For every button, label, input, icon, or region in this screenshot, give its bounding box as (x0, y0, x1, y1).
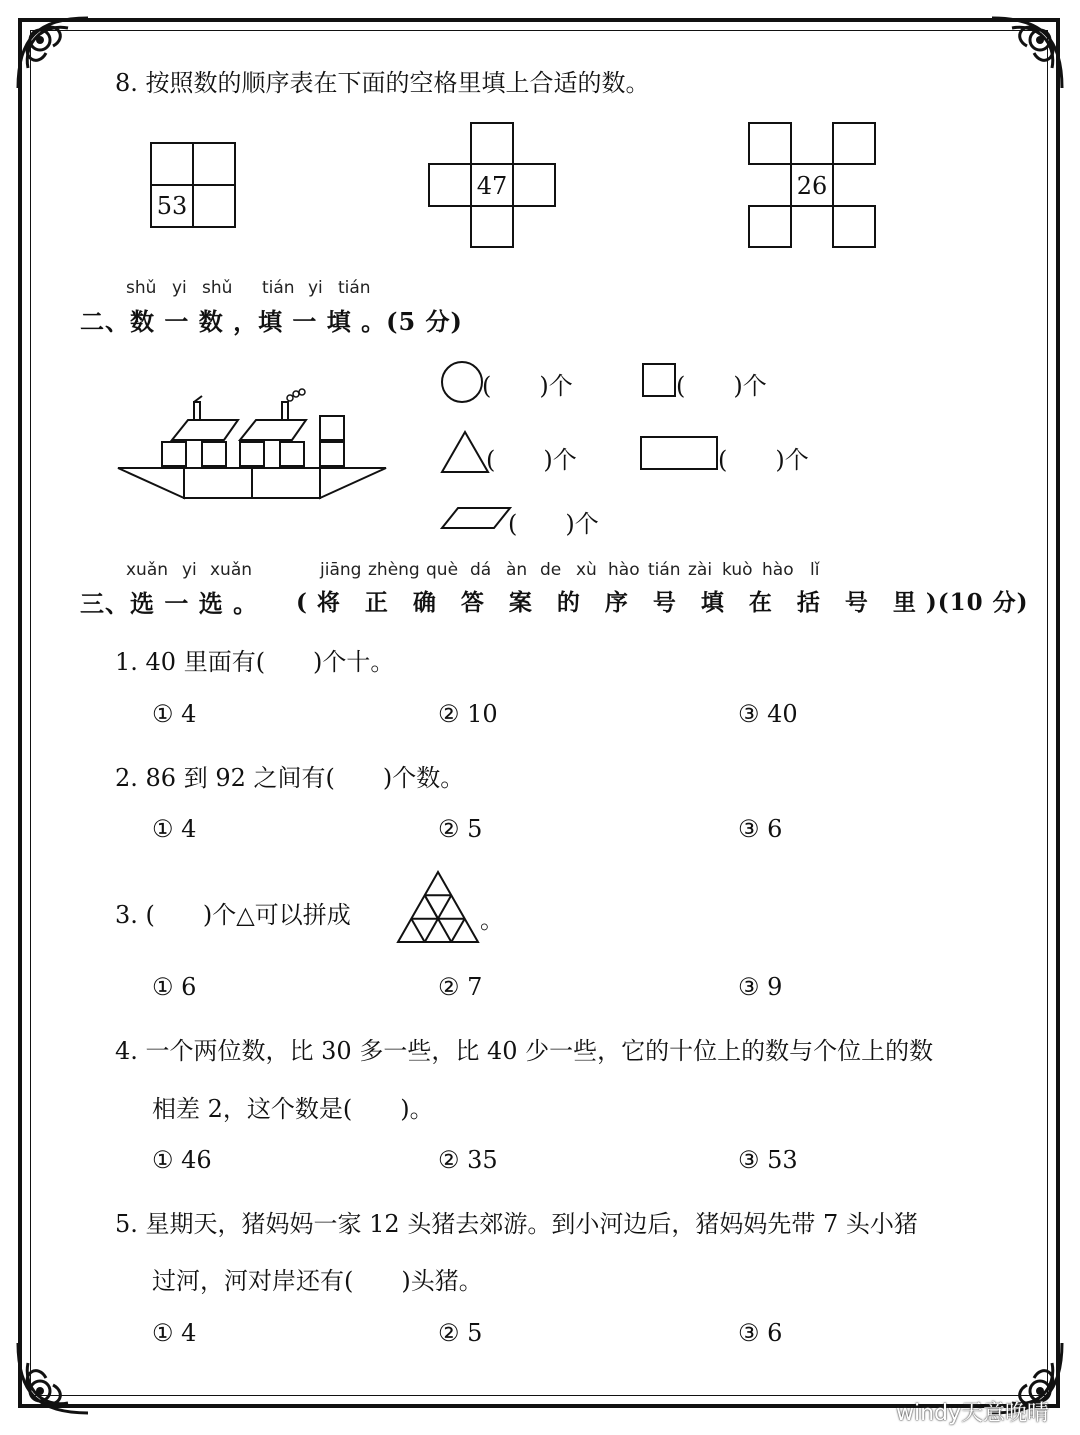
pinyin-syllable: shǔ (202, 278, 233, 298)
option-1[interactable]: ① 4 (152, 700, 197, 728)
pinyin-syllable: hào (762, 560, 794, 580)
count-answer-blank[interactable]: ( )个 (486, 446, 577, 474)
square-icon (642, 363, 676, 397)
corner-ornament-icon (8, 1333, 98, 1423)
number-grid-2x2 (150, 142, 236, 228)
pinyin-syllable: zài (688, 560, 713, 580)
watermark: windy天意晚晴 (896, 1401, 1050, 1426)
corner-ornament-icon (8, 8, 98, 98)
pinyin-syllable: què (426, 560, 459, 580)
question-3-text: 3. ( )个△可以拼成 (115, 901, 351, 929)
option-2[interactable]: ② 35 (438, 1146, 498, 1174)
pinyin-syllable: yi (172, 278, 187, 298)
circle-icon (440, 360, 484, 404)
section-3-title: 三、选 一 选 。 (80, 589, 259, 618)
pinyin-syllable: lǐ (810, 560, 820, 580)
grid-cell-value: 47 (476, 172, 508, 200)
rectangle-icon (640, 436, 718, 470)
pinyin-syllable: tián (262, 278, 295, 298)
question-3-period: 。 (480, 906, 504, 934)
count-answer-blank[interactable]: ( )个 (676, 372, 767, 400)
pinyin-syllable: dá (470, 560, 492, 580)
pinyin-syllable: yi (308, 278, 323, 298)
section-3-instruction: ( 将 正 确 答 案 的 序 号 填 在 括 号 里 )(10 分) (296, 589, 1029, 616)
triangle-composite-figure (396, 870, 480, 944)
option-1[interactable]: ① 46 (152, 1146, 212, 1174)
option-2[interactable]: ② 5 (438, 1319, 483, 1347)
pinyin-syllable: zhèng (368, 560, 420, 580)
pinyin-syllable: àn (506, 560, 528, 580)
pinyin-syllable: tián (338, 278, 371, 298)
grid-cell-value: 53 (156, 192, 188, 220)
question-8-text: 8. 按照数的顺序表在下面的空格里填上合适的数。 (115, 69, 650, 97)
pinyin-syllable: tián (648, 560, 681, 580)
pinyin-syllable: shǔ (126, 278, 157, 298)
triangle-icon (440, 430, 490, 474)
pinyin-syllable: xuǎn (126, 560, 169, 580)
pinyin-syllable: yi (182, 560, 197, 580)
option-2[interactable]: ② 7 (438, 973, 483, 1001)
pinyin-syllable: xù (576, 560, 597, 580)
question-4-line-2: 相差 2，这个数是( )。 (152, 1095, 434, 1123)
pinyin-syllable: xuǎn (210, 560, 253, 580)
number-grid-plus (428, 122, 556, 248)
option-1[interactable]: ① 4 (152, 1319, 197, 1347)
count-answer-blank[interactable]: ( )个 (482, 372, 573, 400)
number-grid-x (748, 122, 876, 248)
question-1-text: 1. 40 里面有( )个十。 (115, 648, 395, 676)
grid-cell-value: 26 (796, 172, 828, 200)
option-3[interactable]: ③ 6 (738, 815, 783, 843)
question-5-line-1: 5. 星期天，猪妈妈一家 12 头猪去郊游。到小河边后，猪妈妈先带 7 头小猪 (115, 1210, 918, 1238)
section-2-title: 二、数 一 数 ，填 一 填 。(5 分) (80, 307, 463, 336)
question-5-line-2: 过河，河对岸还有( )头猪。 (152, 1267, 483, 1295)
question-4-line-1: 4. 一个两位数，比 30 多一些，比 40 少一些，它的十位上的数与个位上的数 (115, 1037, 934, 1065)
corner-ornament-icon (982, 8, 1072, 98)
option-1[interactable]: ① 6 (152, 973, 197, 1001)
option-3[interactable]: ③ 40 (738, 700, 798, 728)
pinyin-syllable: kuò (722, 560, 753, 580)
option-2[interactable]: ② 5 (438, 815, 483, 843)
ship-figure (116, 388, 388, 500)
pinyin-syllable: hào (608, 560, 640, 580)
count-answer-blank[interactable]: ( )个 (718, 446, 809, 474)
option-3[interactable]: ③ 53 (738, 1146, 798, 1174)
count-answer-blank[interactable]: ( )个 (508, 510, 599, 538)
option-2[interactable]: ② 10 (438, 700, 498, 728)
pinyin-syllable: jiāng (320, 560, 362, 580)
option-3[interactable]: ③ 6 (738, 1319, 783, 1347)
pinyin-syllable: de (540, 560, 562, 580)
option-1[interactable]: ① 4 (152, 815, 197, 843)
parallelogram-icon (440, 506, 512, 530)
option-3[interactable]: ③ 9 (738, 973, 783, 1001)
question-2-text: 2. 86 到 92 之间有( )个数。 (115, 764, 465, 792)
